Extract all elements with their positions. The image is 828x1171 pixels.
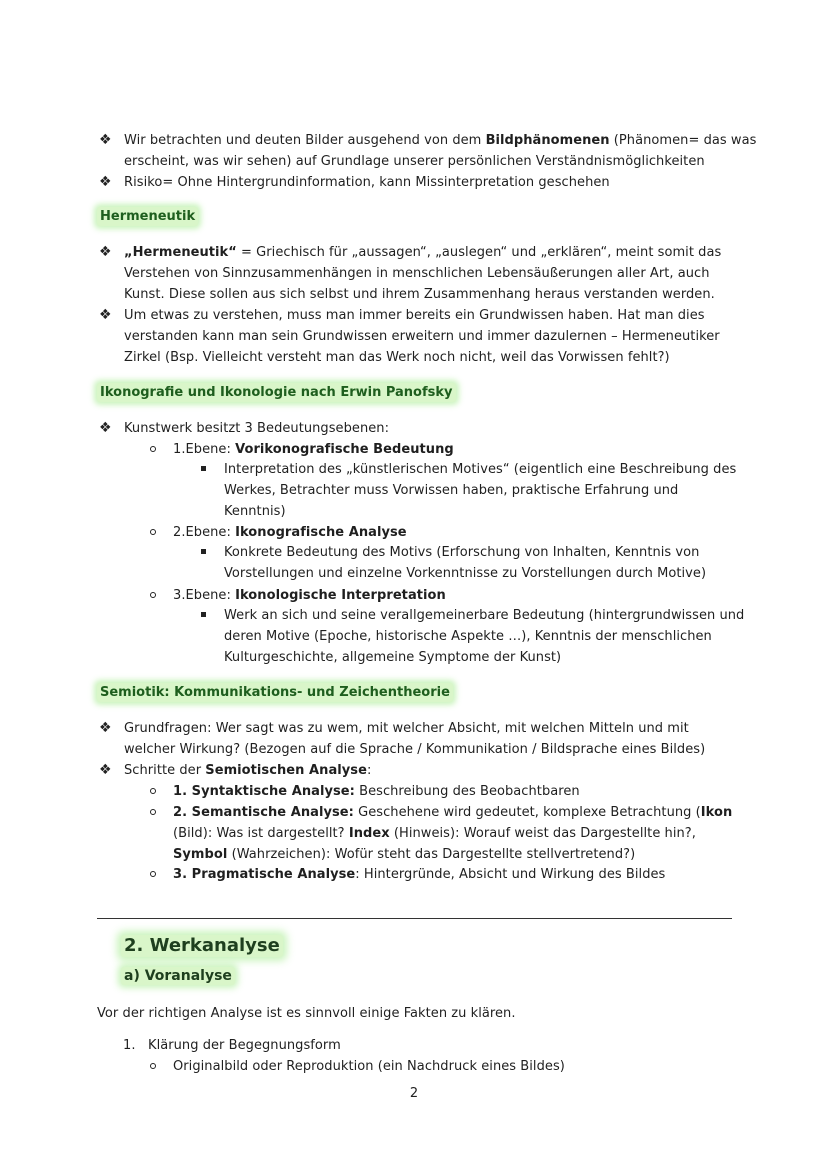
semiotik-bullet-1-line-2: welcher Wirkung? (Bezogen auf die Sprache / Kommunikation / Bildsprache eines Bildes) <box>124 742 706 757</box>
text-run: (Hinweis): Worauf weist das Dargestellte hin?, <box>389 826 696 841</box>
ikono-ebene-2 <box>173 524 407 541</box>
hermeneutik-bullet-1-line-2: Verstehen von Sinnzusammenhängen in menschlichen Lebensäußerungen aller Art, auch <box>124 266 710 281</box>
diamond-bullet-icon: ❖ <box>99 244 112 260</box>
bold-term: Ikonologische Interpretation <box>235 588 446 603</box>
section-heading-semiotik: Semiotik: Kommunikations- und Zeichentheorie <box>97 683 453 702</box>
ikono-ebene-1-detail-line-2: Werkes, Betrachter muss Vorwissen haben, praktische Erfahrung und <box>224 483 679 498</box>
numbered-item-1: Klärung der Begegnungsform <box>148 1038 341 1053</box>
circle-bullet-icon <box>150 1063 156 1069</box>
werkanalyse-intro: Vor der richtigen Analyse ist es sinnvoll einige Fakten zu klären. <box>97 1006 516 1021</box>
hermeneutik-bullet-1 <box>124 244 721 261</box>
text-run: Geschehene wird gedeutet, komplexe Betrachtung ( <box>353 805 701 820</box>
bold-term: 3. Pragmatische Analyse <box>173 867 356 882</box>
ikono-ebene-2-detail: Konkrete Bedeutung des Motivs (Erforschung von Inhalten, Kenntnis von <box>224 545 700 560</box>
semiotik-bullet-2 <box>124 762 371 779</box>
text-run: = Griechisch für „aussagen“, „auslegen“ und „erklären“, meint somit das <box>236 245 722 260</box>
bold-term: Vorikonografische Bedeutung <box>235 442 454 457</box>
circle-bullet-icon <box>150 446 156 452</box>
ikono-ebene-3-detail-line-2: deren Motive (Epoche, historische Aspekte …), Kenntnis der menschlichen <box>224 629 712 644</box>
section-divider <box>97 918 732 919</box>
section-heading-ikonografie: Ikonografie und Ikonologie nach Erwin Panofsky <box>97 383 456 402</box>
diamond-bullet-icon: ❖ <box>99 132 112 148</box>
bold-term: Ikon <box>700 805 733 820</box>
ikono-ebene-1 <box>173 441 454 458</box>
bold-term: Symbol <box>173 847 228 862</box>
section-heading-hermeneutik: Hermeneutik <box>97 207 198 226</box>
bold-term: 1. Syntaktische Analyse: <box>173 784 355 799</box>
semiotik-step-3 <box>173 866 665 883</box>
ikono-bullet-1: Kunstwerk besitzt 3 Bedeutungsebenen: <box>124 421 390 436</box>
semiotik-step-2-line-3 <box>173 846 635 863</box>
bold-term: „Hermeneutik“ <box>124 245 237 260</box>
text-run: (Bild): Was ist dargestellt? <box>173 826 349 841</box>
diamond-bullet-icon: ❖ <box>99 174 112 190</box>
circle-bullet-icon <box>150 788 156 794</box>
text-run: Schritte der <box>124 763 206 778</box>
square-bullet-icon <box>201 549 206 554</box>
numbered-item-number: 1. <box>123 1038 136 1053</box>
text-run: : <box>366 763 372 778</box>
ikono-ebene-1-detail: Interpretation des „künstlerischen Motives“ (eigentlich eine Beschreibung des <box>224 462 737 477</box>
circle-bullet-icon <box>150 871 156 877</box>
page-number: 2 <box>409 1086 419 1101</box>
intro-bullet-2: Risiko= Ohne Hintergrundinformation, kann Missinterpretation geschehen <box>124 175 610 190</box>
subheading-voranalyse: a) Voranalyse <box>121 967 235 985</box>
diamond-bullet-icon: ❖ <box>99 762 112 778</box>
circle-bullet-icon <box>150 529 156 535</box>
ikono-ebene-3 <box>173 587 446 604</box>
hermeneutik-bullet-2-line-3: Zirkel (Bsp. Vielleicht versteht man das Werk noch nicht, weil das Vorwissen fehlt?) <box>124 350 670 365</box>
intro-bullet-1-line-2: erscheint, was wir sehen) auf Grundlage unserer persönlichen Verständnismöglichkeiten <box>124 154 705 169</box>
hermeneutik-bullet-2: Um etwas zu verstehen, muss man immer bereits ein Grundwissen haben. Hat man dies <box>124 308 705 323</box>
intro-bullet-1 <box>124 132 756 149</box>
text-run: Beschreibung des Beobachtbaren <box>354 784 580 799</box>
text-run: (Phänomen= das was <box>609 133 757 148</box>
text-run: 1.Ebene: <box>173 442 236 457</box>
diamond-bullet-icon: ❖ <box>99 307 112 323</box>
bold-term: Semiotischen Analyse <box>205 763 367 778</box>
ikono-ebene-3-detail: Werk an sich und seine verallgemeinerbare Bedeutung (hintergrundwissen und <box>224 608 745 623</box>
diamond-bullet-icon: ❖ <box>99 720 112 736</box>
numbered-item-1-detail: Originalbild oder Reproduktion (ein Nachdruck eines Bildes) <box>173 1059 565 1074</box>
semiotik-bullet-1: Grundfragen: Wer sagt was zu wem, mit welcher Absicht, mit welchen Mitteln und mit <box>124 721 689 736</box>
ikono-ebene-3-detail-line-3: Kulturgeschichte, allgemeine Symptome der Kunst) <box>224 650 562 665</box>
semiotik-step-1 <box>173 783 580 800</box>
text-run: : Hintergründe, Absicht und Wirkung des Bildes <box>355 867 666 882</box>
text-run: Wir betrachten und deuten Bilder ausgehend von dem <box>124 133 486 148</box>
hermeneutik-bullet-1-line-3: Kunst. Diese sollen aus sich selbst und ihrem Zusammenhang heraus verstanden werden. <box>124 287 715 302</box>
text-run: 2.Ebene: <box>173 525 236 540</box>
square-bullet-icon <box>201 612 206 617</box>
diamond-bullet-icon: ❖ <box>99 420 112 436</box>
semiotik-step-2-line-2 <box>173 825 696 842</box>
bold-term: Bildphänomenen <box>485 133 610 148</box>
chapter-heading-werkanalyse: 2. Werkanalyse <box>121 935 283 957</box>
text-run: (Wahrzeichen): Wofür steht das Dargestellte stellvertretend?) <box>227 847 636 862</box>
ikono-ebene-2-detail-line-2: Vorstellungen und einzelne Vorkenntnisse zu Vorstellungen durch Motive) <box>224 566 707 581</box>
square-bullet-icon <box>201 466 206 471</box>
bold-term: Index <box>348 826 390 841</box>
hermeneutik-bullet-2-line-2: verstanden kann man sein Grundwissen erweitern und immer dazulernen – Hermeneutiker <box>124 329 720 344</box>
circle-bullet-icon <box>150 809 156 815</box>
semiotik-step-2 <box>173 804 732 821</box>
bold-term: 2. Semantische Analyse: <box>173 805 354 820</box>
ikono-ebene-1-detail-line-3: Kenntnis) <box>224 504 286 519</box>
bold-term: Ikonografische Analyse <box>235 525 407 540</box>
circle-bullet-icon <box>150 592 156 598</box>
text-run: 3.Ebene: <box>173 588 236 603</box>
